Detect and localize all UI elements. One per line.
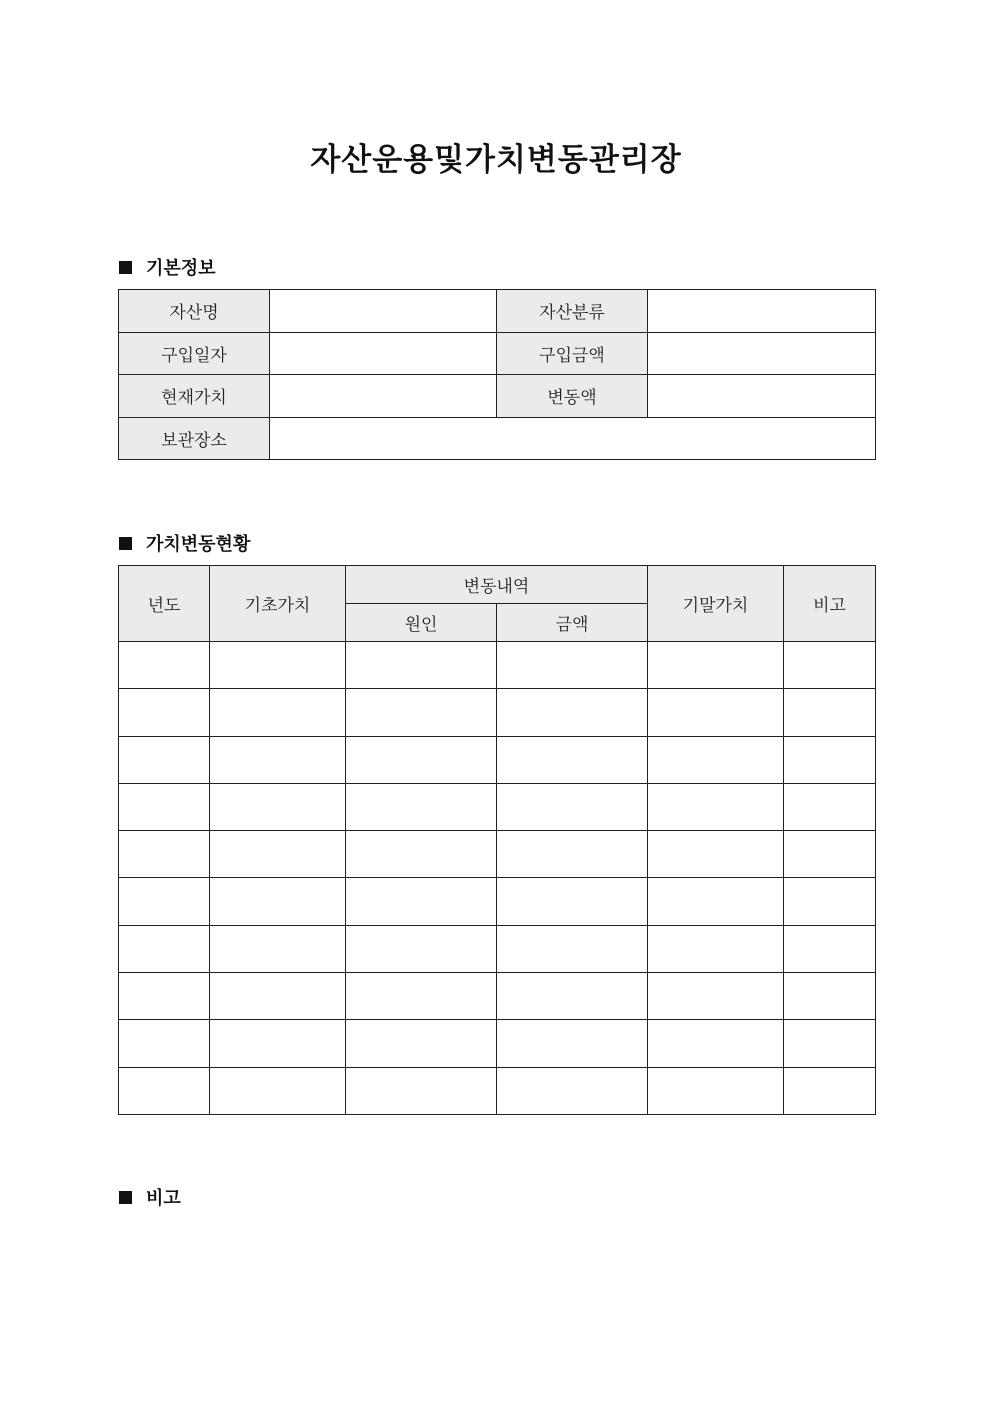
table-row	[119, 290, 876, 333]
amount-cell[interactable]	[497, 689, 648, 736]
asset-category-field[interactable]	[648, 290, 876, 333]
asset-name-field[interactable]	[270, 290, 497, 333]
section-heading-basic-info	[119, 254, 216, 280]
base-value-cell[interactable]	[210, 831, 346, 878]
note-cell[interactable]	[784, 783, 876, 830]
cause-cell[interactable]	[346, 783, 497, 830]
value-change-table	[118, 565, 876, 1115]
base-value-cell[interactable]	[210, 642, 346, 689]
year-cell[interactable]	[119, 736, 210, 783]
table-row	[119, 689, 876, 736]
cause-cell[interactable]	[346, 1067, 497, 1114]
table-header-row	[119, 566, 876, 604]
note-cell[interactable]	[784, 1067, 876, 1114]
table-row	[119, 417, 876, 460]
amount-cell[interactable]	[497, 1020, 648, 1067]
amount-cell[interactable]	[497, 736, 648, 783]
asset-name-label: 자산명	[119, 290, 270, 333]
year-cell[interactable]	[119, 925, 210, 972]
year-cell[interactable]	[119, 878, 210, 925]
amount-cell[interactable]	[497, 878, 648, 925]
end-value-cell[interactable]	[648, 783, 784, 830]
cause-cell[interactable]	[346, 925, 497, 972]
purchase-amount-field[interactable]	[648, 332, 876, 375]
note-cell[interactable]	[784, 736, 876, 783]
end-value-cell[interactable]	[648, 878, 784, 925]
purchase-date-field[interactable]	[270, 332, 497, 375]
header-year: 년도	[119, 566, 210, 642]
amount-cell[interactable]	[497, 783, 648, 830]
year-cell[interactable]	[119, 1020, 210, 1067]
section-heading-label: 가치변동현황	[146, 534, 251, 555]
basic-info-table	[118, 289, 876, 460]
amount-cell[interactable]	[497, 831, 648, 878]
section-heading-value-change	[119, 530, 250, 556]
note-cell[interactable]	[784, 973, 876, 1020]
header-note: 비고	[784, 566, 876, 642]
section-heading-remarks	[119, 1184, 181, 1210]
table-row	[119, 783, 876, 830]
year-cell[interactable]	[119, 642, 210, 689]
end-value-cell[interactable]	[648, 642, 784, 689]
base-value-cell[interactable]	[210, 925, 346, 972]
table-row	[119, 831, 876, 878]
note-cell[interactable]	[784, 831, 876, 878]
header-amount: 금액	[497, 604, 648, 642]
note-cell[interactable]	[784, 1020, 876, 1067]
square-bullet-icon	[119, 1191, 132, 1204]
table-row	[119, 1020, 876, 1067]
year-cell[interactable]	[119, 973, 210, 1020]
year-cell[interactable]	[119, 783, 210, 830]
cause-cell[interactable]	[346, 1020, 497, 1067]
amount-cell[interactable]	[497, 973, 648, 1020]
year-cell[interactable]	[119, 831, 210, 878]
section-heading-label: 비고	[146, 1188, 181, 1209]
table-row	[119, 925, 876, 972]
amount-cell[interactable]	[497, 642, 648, 689]
year-cell[interactable]	[119, 689, 210, 736]
change-amount-field[interactable]	[648, 375, 876, 418]
table-row	[119, 973, 876, 1020]
current-value-field[interactable]	[270, 375, 497, 418]
header-cause: 원인	[346, 604, 497, 642]
square-bullet-icon	[119, 261, 132, 274]
note-cell[interactable]	[784, 689, 876, 736]
end-value-cell[interactable]	[648, 736, 784, 783]
storage-location-field[interactable]	[270, 417, 876, 460]
table-row	[119, 1067, 876, 1114]
table-row	[119, 642, 876, 689]
square-bullet-icon	[119, 537, 132, 550]
table-row	[119, 375, 876, 418]
table-row	[119, 878, 876, 925]
cause-cell[interactable]	[346, 878, 497, 925]
base-value-cell[interactable]	[210, 736, 346, 783]
cause-cell[interactable]	[346, 736, 497, 783]
page-title: 자산운용및가치변동관리장	[310, 142, 682, 178]
end-value-cell[interactable]	[648, 925, 784, 972]
section-heading-label: 기본정보	[146, 258, 216, 279]
end-value-cell[interactable]	[648, 1020, 784, 1067]
base-value-cell[interactable]	[210, 783, 346, 830]
amount-cell[interactable]	[497, 925, 648, 972]
base-value-cell[interactable]	[210, 878, 346, 925]
end-value-cell[interactable]	[648, 831, 784, 878]
note-cell[interactable]	[784, 642, 876, 689]
amount-cell[interactable]	[497, 1067, 648, 1114]
header-change-details: 변동내역	[346, 566, 648, 604]
purchase-amount-label: 구입금액	[497, 332, 648, 375]
asset-category-label: 자산분류	[497, 290, 648, 333]
end-value-cell[interactable]	[648, 689, 784, 736]
end-value-cell[interactable]	[648, 973, 784, 1020]
end-value-cell[interactable]	[648, 1067, 784, 1114]
current-value-label: 현재가치	[119, 375, 270, 418]
cause-cell[interactable]	[346, 642, 497, 689]
table-row	[119, 736, 876, 783]
value-change-table-body	[119, 642, 876, 1115]
cause-cell[interactable]	[346, 831, 497, 878]
base-value-cell[interactable]	[210, 973, 346, 1020]
table-row	[119, 332, 876, 375]
note-cell[interactable]	[784, 925, 876, 972]
cause-cell[interactable]	[346, 689, 497, 736]
base-value-cell[interactable]	[210, 1020, 346, 1067]
base-value-cell[interactable]	[210, 689, 346, 736]
header-end-value: 기말가치	[648, 566, 784, 642]
header-base-value: 기초가치	[210, 566, 346, 642]
cause-cell[interactable]	[346, 973, 497, 1020]
change-amount-label: 변동액	[497, 375, 648, 418]
note-cell[interactable]	[784, 878, 876, 925]
storage-location-label: 보관장소	[119, 417, 270, 460]
purchase-date-label: 구입일자	[119, 332, 270, 375]
year-cell[interactable]	[119, 1067, 210, 1114]
base-value-cell[interactable]	[210, 1067, 346, 1114]
